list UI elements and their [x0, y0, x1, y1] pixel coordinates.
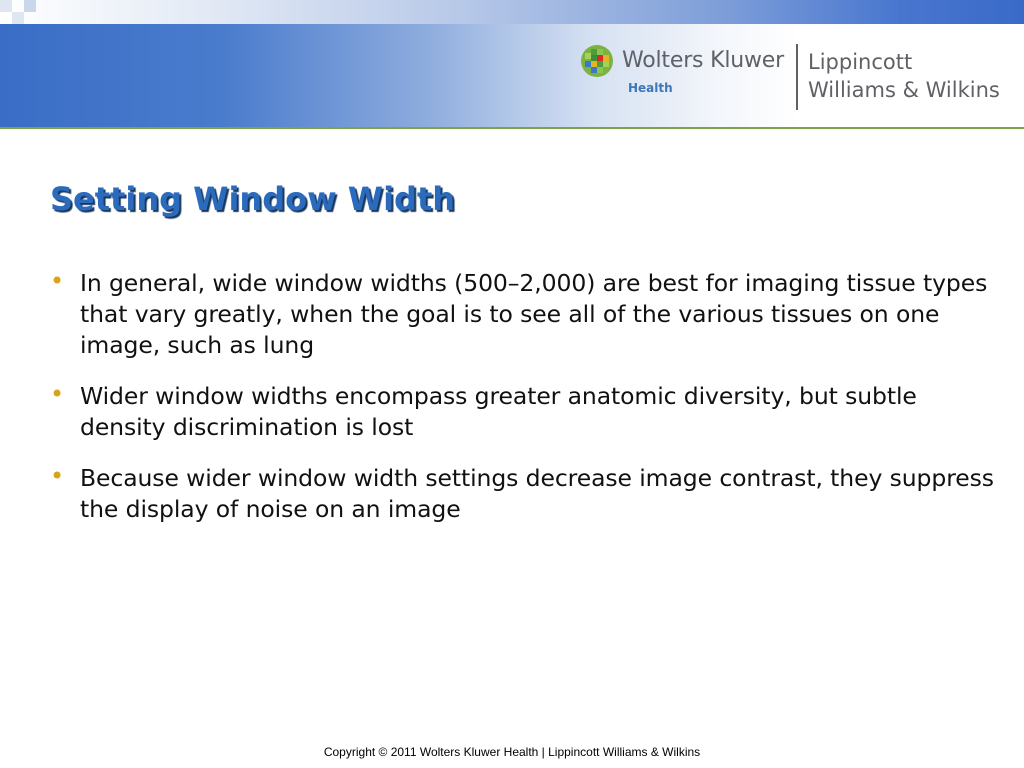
imprint-name-line-1: Lippincott	[808, 50, 913, 74]
decorative-square	[0, 0, 12, 12]
company-name: Wolters Kluwer	[622, 48, 784, 73]
bullet-text: Because wider window width settings decrease image contrast, they suppress the display of noise on an image	[80, 464, 994, 523]
decorative-square	[24, 0, 36, 12]
bullet-item	[48, 381, 998, 443]
bullet-text: In general, wide window widths (500–2,000) are best for imaging tissue types that vary greatly, when the goal is to see all of the various tissues on one image, such as lung	[80, 269, 988, 359]
wolters-kluwer-globe-icon	[580, 44, 614, 78]
header-rule	[0, 127, 1024, 129]
bullet-dot-icon: •	[50, 267, 65, 295]
publisher-logo	[580, 42, 1020, 114]
bullet-item	[48, 268, 998, 361]
copyright-footer: Copyright © 2011 Wolters Kluwer Health | Lippincott Williams & Wilkins	[323, 745, 701, 759]
bullet-list	[48, 268, 998, 545]
header-top-strip	[0, 0, 1024, 24]
decorative-square	[12, 12, 24, 24]
bullet-dot-icon: •	[50, 462, 65, 490]
imprint-name-line-2: Williams & Wilkins	[808, 78, 1000, 102]
bullet-text: Wider window widths encompass greater anatomic diversity, but subtle density discrimination is lost	[80, 382, 917, 441]
logo-divider	[796, 44, 798, 110]
bullet-dot-icon: •	[50, 380, 65, 408]
slide-title: Setting Window Width	[50, 180, 456, 218]
division-name: Health	[628, 81, 673, 95]
bullet-item	[48, 463, 998, 525]
